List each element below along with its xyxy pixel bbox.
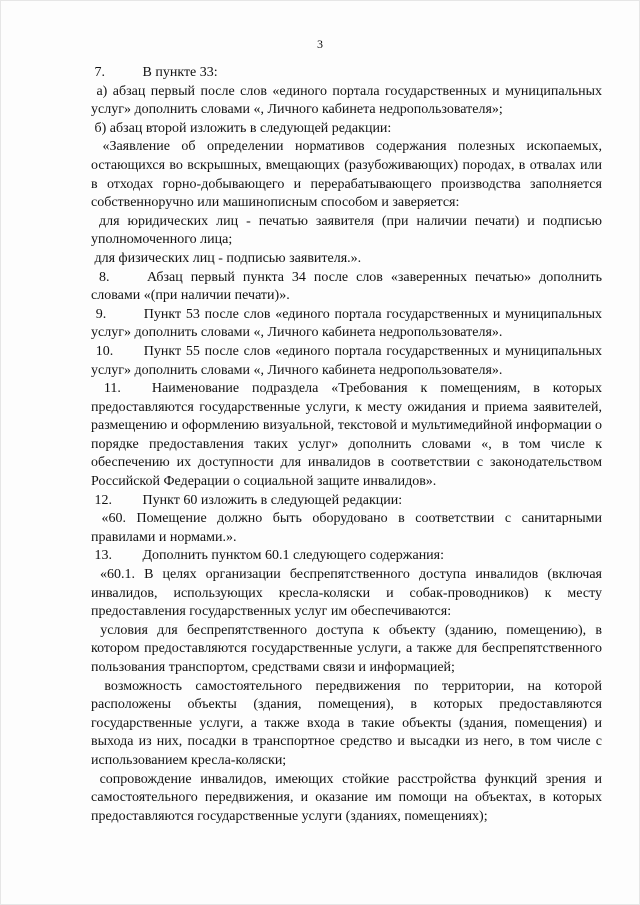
paragraph-8 — [91, 269, 602, 306]
paragraph-text: сопровождение инвалидов, имеющих стойкие расстройства функций зрения и самостоятельного передвижения, и оказание им помощи на объектах, в которых предоставляются государственные услуги (зданиях, помещениях); — [91, 771, 603, 824]
paragraph-12a — [91, 510, 602, 547]
paragraph-7d — [91, 213, 602, 250]
paragraph-12 — [91, 492, 602, 511]
paragraph-text: «60.1. В целях организации беспрепятственного доступа инвалидов (включая инвалидов, использующих кресла-коляски и собак-проводников) к месту предоставления государственных услуг им обеспечиваются: — [91, 567, 602, 620]
paragraph-10 — [91, 343, 602, 380]
paragraph-text: Дополнить пунктом 60.1 следующего содержания: — [142, 548, 445, 564]
paragraph-7b — [91, 120, 602, 139]
paragraph-11 — [91, 380, 602, 492]
paragraph-text: Наименование подраздела «Требования к помещениям, в которых предоставляются государственные услуги, к месту ожидания и приема заявителей, размещению и оформлению визуальной, текстовой и мультимедийной информации о порядке предоставления таких услуг» дополнить словами «, в том числе к обеспечению их доступности для инвалидов в соответствии с законодательством Российской Федерации о социальной защите инвалидов». — [91, 381, 602, 490]
paragraph-text: для физических лиц - подписью заявителя.». — [94, 250, 362, 266]
item-number: 11. — [103, 381, 121, 397]
paragraph-text: Пункт 60 изложить в следующей редакции: — [142, 492, 403, 508]
paragraph-text: б) абзац второй изложить в следующей редакции: — [94, 120, 392, 136]
item-number: 9. — [95, 306, 107, 322]
paragraph-7a — [91, 83, 602, 120]
paragraph-text: Абзац первый пункта 34 после слов «заверенных печатью» дополнить словами «(при наличии печати)». — [91, 269, 602, 304]
paragraph-9 — [91, 306, 602, 343]
paragraph-13d — [91, 771, 602, 827]
paragraph-13c — [91, 678, 602, 771]
paragraph-text: возможность самостоятельного передвижения по территории, на которой расположены объекты (здания, помещения), в которых предоставляются государственные услуги, а также входа в такие объекты (здания, помещения) и выхода из них, посадки в транспортное средство и высадки из него, в том числе с использованием кресла-коляски; — [91, 678, 602, 768]
paragraph-13a — [91, 566, 602, 622]
page-number: 3 — [317, 37, 323, 51]
paragraph-text: для юридических лиц - печатью заявителя (при наличии печати) и подписью уполномоченного лица; — [91, 213, 602, 248]
item-number: 13. — [94, 548, 112, 564]
paragraph-13b — [91, 622, 602, 678]
paragraph-7e — [91, 250, 602, 269]
item-number: 7. — [94, 65, 105, 80]
paragraph-text: «Заявление об определении нормативов содержания полезных ископаемых, остающихся во вскрышных, вмещающих (разубоживающих) породах, в отвалах или в отходах горно-добывающего и перерабатывающего производства заполняется собственноручно или машинописным способом и заверяется: — [91, 139, 602, 211]
paragraph-text: условия для беспрепятственного доступа к объекту (зданию, помещению), в котором предоставляются государственные услуги, а также для беспрепятственного пользования транспортом, средствами связи и информацией; — [91, 622, 602, 675]
paragraph-7 — [91, 64, 602, 83]
paragraph-13 — [91, 547, 602, 566]
document-body — [91, 64, 603, 826]
item-number: 10. — [95, 343, 114, 359]
item-number: 8. — [98, 269, 110, 285]
paragraph-text: а) абзац первый после слов «единого портала государственных и муниципальных услуг» дополнить словами «, Личного кабинета недропользователя»; — [91, 83, 602, 118]
paragraph-text: «60. Помещение должно быть оборудовано в соответствии с санитарными правилами и нормами.». — [91, 511, 603, 545]
paragraph-text: В пункте 33: — [142, 65, 218, 80]
paragraph-7c — [91, 138, 602, 212]
item-number: 12. — [94, 492, 112, 508]
paragraph-text: Пункт 53 после слов «единого портала государственных и муниципальных услуг» дополнить словами «, Личного кабинета недропользователя». — [91, 306, 602, 341]
paragraph-text: Пункт 55 после слов «единого портала государственных и муниципальных услуг» дополнить словами «, Личного кабинета недропользователя». — [91, 343, 602, 378]
